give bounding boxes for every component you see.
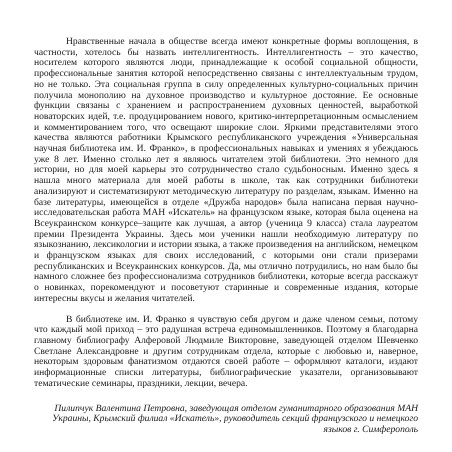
body-paragraph-1: Нравственные начала в обществе всегда имеют конкретные формы воплощения, в частности, хотелось бы назвать интеллигентность. Интеллигентность – это качество, носителем которого являются люди, принадлежащие к особой социальной общности, профессиональные занятия которой непосредственно связаны с интеллектуальным трудом, но не только. Эта социальная группа в силу определенных культурно-социальных причин получила монополию на духовное производство и культурное достояние. Ее основные функции связаны с хранением и распространением духовных ценностей, выработкой новаторских идей, т.е. продуцированием нового, критико-интерпретационным осмыслением и комментированием того, что освещают широкие слои. Яркими представителями этого качества являются работники Крымского республиканского учреждения «Универсальная научная библиотека им. И. Франко», в профессиональных навыках и умениях я убеждаюсь уже 8 лет. Именно столько лет я являюсь читателем этой библиотеки. Это немного для истории, но для моей карьеры это сотрудничество стало судьбоносным. Именно здесь я нашла много материала для моей работы в школе, так как сотрудники библиотеки анализируют и систематизируют методическую литературу по разделам, языкам. Именно на базе литературы, имеющейся в отделе «Дружба народов» была написана первая научно-исследовательская работа МАН «Искатель» на французском языке, которая была оценена на Всеукраинском конкурсе–защите как лучшая, а автор (ученица 9 класса) стала лауреатом премии Президента Украины. Здесь мои ученики нашли необходимую литературу по языкознанию, лексикологии и истории языка, а также произведения на английском, немецком и французском языках для своих исследований, с которыми они стали призерами республиканских и Всеукраинских конкурсов. Да, мы отлично потрудились, но нам было бы намного сложнее без профессионализма сотрудников библиотеки, которые всегда расскажут о новинках, порекомендуют и посоветуют старинные и современные издания, которые интересны вкусы и желания читателей. xyxy=(34,36,418,304)
document-page xyxy=(34,37,418,436)
author-signature: Пилипчук Валентина Петровна, заведующая отделом гуманитарного образования МАН Украины, Крымский филиал «Искатель», руководитель секций французского и немецкого языков г. Симферополь xyxy=(52,402,418,435)
body-paragraph-2: В библиотеке им. И. Франко я чувствую себя другом и даже членом семьи, потому что каждый мой приход – это радушная встреча единомышленников. Поэтому я благодарна главному библиографу Алферовой Людмиле Викторовне, заведующей отделом Шевченко Светлане Александровне и другим сотрудникам отдела, которые с любовью и, наверное, некоторым здоровым фанатизмом отдаются своей работе – оформляют каталоги, издают информационные списки литературы, библиографические указатели, организовывают тематические семинары, праздники, лекции, вечера. xyxy=(34,313,418,389)
